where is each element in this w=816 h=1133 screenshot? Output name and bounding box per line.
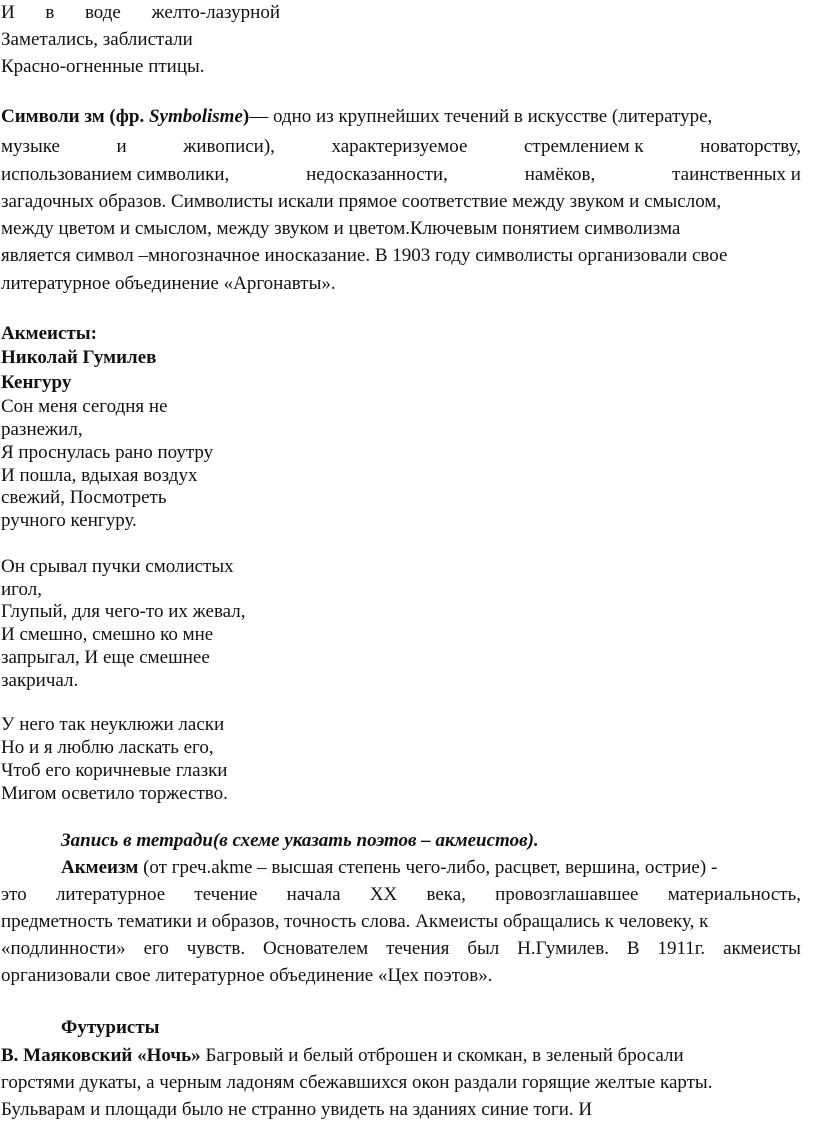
poem-line: Сон меня сегодня не bbox=[1, 396, 168, 417]
word: Основателем bbox=[263, 938, 369, 959]
word: характеризуемое bbox=[331, 136, 468, 157]
symbolism-line-3 bbox=[1, 164, 801, 186]
acmeism-line-5: организовали свое литературное объединение «Цех поэтов». bbox=[1, 965, 493, 986]
symbolism-line-1 bbox=[1, 106, 801, 128]
word: его bbox=[143, 938, 169, 959]
futurists-line-1 bbox=[1, 1045, 801, 1067]
symbolism-line-7: литературное объединение «Аргонавты». bbox=[1, 273, 336, 294]
futurists-poem-start: Багровый и белый отброшен и скомкан, в зеленый бросали bbox=[200, 1045, 684, 1066]
word: недосказанности, bbox=[306, 164, 448, 185]
poem-line: Я проснулась рано поутру bbox=[1, 442, 214, 463]
poem-line: игол, bbox=[1, 579, 42, 600]
symbolism-line-4: загадочных образов. Символисты искали прямое соответствие между звуком и смыслом, bbox=[1, 191, 722, 212]
word: в bbox=[45, 2, 55, 23]
symbolism-term: Символи зм bbox=[1, 106, 105, 127]
word: И bbox=[1, 2, 15, 23]
poem-line: Глупый, для чего-то их жевал, bbox=[1, 601, 246, 622]
notebook-instruction: Запись в тетради(в схеме указать поэтов – акмеистов). bbox=[61, 830, 539, 851]
poem-line: Но и я люблю ласкать его, bbox=[1, 737, 214, 758]
word: новаторству, bbox=[700, 136, 801, 157]
acmeism-line-1 bbox=[61, 857, 801, 879]
word: намёков, bbox=[524, 164, 596, 185]
symbolism-term-fr: Symbolisme bbox=[148, 106, 243, 127]
poem-line: Он срывал пучки смолистых bbox=[1, 556, 234, 577]
word: чувств. bbox=[186, 938, 246, 959]
word: Н.Гумилев. bbox=[517, 938, 609, 959]
poem-line: разнежил, bbox=[1, 419, 83, 440]
acmeism-term: Акмеизм bbox=[61, 857, 139, 878]
poem-line: И смешно, смешно ко мне bbox=[1, 624, 214, 645]
futurists-line-2: горстями дукаты, а черным ладоням сбежавшихся окон раздали горящие желтые карты. bbox=[1, 1072, 713, 1093]
symbolism-definition-start: — одно из крупнейших течений в искусстве (литературе, bbox=[249, 106, 713, 127]
poem-line: свежий, Посмотреть bbox=[1, 487, 167, 508]
poem1-line-3: Красно-огненные птицы. bbox=[1, 56, 205, 77]
word: стремлением к bbox=[524, 136, 644, 157]
word: В bbox=[626, 938, 640, 959]
word: провозглашавшее bbox=[495, 884, 639, 905]
acmeists-heading: Акмеисты: bbox=[1, 323, 97, 344]
word: воде bbox=[84, 2, 121, 23]
word: таинственных и bbox=[672, 164, 801, 185]
word: живописи), bbox=[183, 136, 275, 157]
word: течения bbox=[386, 938, 450, 959]
poem-line: запрыгал, И еще смешнее bbox=[1, 647, 210, 668]
word: и bbox=[116, 136, 127, 157]
poem-line: Мигом осветило торжество. bbox=[1, 783, 228, 804]
acmeists-author: Николай Гумилев bbox=[1, 347, 157, 368]
word: литературное bbox=[55, 884, 166, 905]
futurists-heading: Футуристы bbox=[61, 1017, 160, 1038]
poem-title: Кенгуру bbox=[1, 372, 72, 393]
paren-close: ) bbox=[242, 106, 250, 127]
word: начала bbox=[286, 884, 341, 905]
symbolism-line-6: является символ –многозначное иносказание. В 1903 году символисты организовали свое bbox=[1, 245, 728, 266]
poem-line: Чтоб его коричневые глазки bbox=[1, 760, 228, 781]
word: XX bbox=[369, 884, 398, 905]
poem-line: закричал. bbox=[1, 670, 79, 691]
word: желто-лазурной bbox=[151, 2, 280, 23]
poem-line: И пошла, вдыхая воздух bbox=[1, 465, 198, 486]
poem-line: У него так неуклюжи ласки bbox=[1, 714, 225, 735]
word: века, bbox=[426, 884, 466, 905]
word: это bbox=[1, 884, 27, 905]
poem1-line-1 bbox=[1, 2, 280, 24]
acmeism-definition-start: (от греч.akme – высшая степень чего-либо, расцвет, вершина, острие) - bbox=[138, 857, 718, 878]
futurists-author-work: В. Маяковский «Ночь» bbox=[1, 1045, 201, 1066]
futurists-line-3: Бульварам и площади было не странно увидеть на зданиях синие тоги. И bbox=[1, 1099, 593, 1120]
symbolism-line-2 bbox=[1, 136, 801, 158]
word: 1911г. bbox=[657, 938, 706, 959]
word: «подлинности» bbox=[1, 938, 126, 959]
word: использованием символики, bbox=[1, 164, 230, 185]
word: течение bbox=[194, 884, 258, 905]
acmeism-line-2 bbox=[1, 884, 801, 906]
acmeism-line-3: предметность тематики и образов, точность слова. Акмеисты обращались к человеку, к bbox=[1, 911, 709, 932]
word: материальность, bbox=[667, 884, 801, 905]
poem-line: ручного кенгуру. bbox=[1, 510, 137, 531]
symbolism-line-5: между цветом и смыслом, между звуком и цветом.Ключевым понятием символизма bbox=[1, 218, 681, 239]
word: акмеисты bbox=[723, 938, 801, 959]
acmeism-line-4 bbox=[1, 938, 801, 960]
word: был bbox=[467, 938, 500, 959]
paren-open: (фр. bbox=[104, 106, 149, 127]
poem1-line-2: Заметались, заблистали bbox=[1, 29, 193, 50]
word: музыке bbox=[1, 136, 60, 157]
